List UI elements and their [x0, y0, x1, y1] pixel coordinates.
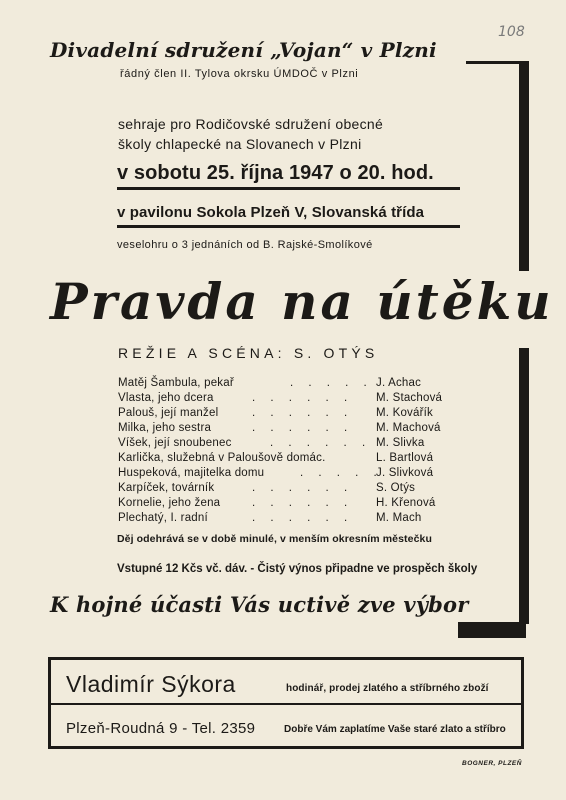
cast-actor: M. Machová	[376, 422, 441, 434]
cast-dots: . . . . . .	[252, 422, 354, 434]
cast-actor: L. Bartlová	[376, 452, 434, 464]
printer-credit: BOGNER, PLZEŇ	[462, 760, 522, 767]
cast-actor: M. Mach	[376, 512, 422, 524]
entry-fee: Vstupné 12 Kčs vč. dáv. - Čistý výnos připadne ve prospěch školy	[117, 563, 478, 575]
venue-underline	[117, 225, 460, 228]
comedy-info: veselohru o 3 jednáních od B. Rajské-Smolíkové	[117, 239, 373, 251]
invitation-end-bar	[458, 622, 526, 638]
cast-role: Plechatý, I. radní	[118, 512, 208, 524]
venue: v pavilonu Sokola Plzeň V, Slovanská třída	[117, 204, 425, 221]
cast-dots: . . . . . .	[252, 482, 354, 494]
cast-role: Milka, jeho sestra	[118, 422, 212, 434]
membership-line: řádný člen II. Tylova okrsku ÚMDOČ v Plzni	[120, 68, 359, 80]
cast-role: Karlička, služebná v Paloušově domác.	[118, 452, 326, 464]
ad-trade: hodinář, prodej zlatého a stříbrného zboží	[286, 683, 489, 694]
date-underline	[117, 187, 460, 190]
cast-role: Vlasta, jeho dcera	[118, 392, 214, 404]
cast-actor: H. Křenová	[376, 497, 436, 509]
cast-role: Palouš, její manžel	[118, 407, 219, 419]
ad-address: Plzeň-Roudná 9 - Tel. 2359	[66, 720, 256, 737]
archive-number: 108	[498, 24, 525, 40]
cast-actor: M. Kovářík	[376, 407, 433, 419]
intro-line-1: sehraje pro Rodičovské sdružení obecné	[118, 116, 384, 132]
cast-role: Kornelie, jeho žena	[118, 497, 221, 509]
ad-divider	[51, 703, 521, 705]
direction-credit: REŽIE A SCÉNA: S. OTÝS	[118, 345, 379, 361]
cast-dots: . . . . . .	[252, 512, 354, 524]
intro-line-2: školy chlapecké na Slovanech v Plzni	[118, 136, 362, 152]
right-frame-bar-bottom	[519, 348, 529, 624]
cast-role: Karpíček, továrník	[118, 482, 215, 494]
right-frame-bar-top	[519, 61, 529, 271]
cast-dots: . . . . . .	[252, 497, 354, 509]
cast-actor: J. Slivková	[376, 467, 434, 479]
cast-dots: . . . . . .	[252, 392, 354, 404]
cast-dots: . . . . .	[300, 467, 383, 479]
organization-name: Divadelní sdružení „Vojan“ v Plzni	[50, 38, 437, 62]
cast-actor: J. Achac	[376, 377, 422, 389]
setting-note: Děj odehrává se v době minulé, v menším okresním městečku	[117, 533, 432, 545]
cast-dots: . . . . .	[290, 377, 373, 389]
cast-role: Víšek, její snoubenec	[118, 437, 232, 449]
ad-name: Vladimír Sýkora	[66, 671, 236, 697]
cast-role: Matěj Šambula, pekař	[118, 377, 234, 389]
cast-actor: M. Stachová	[376, 392, 443, 404]
play-title: Pravda na útěku	[50, 272, 554, 331]
performance-date: v sobotu 25. října 1947 o 20. hod.	[117, 162, 434, 184]
cast-actor: S. Otýs	[376, 482, 416, 494]
cast-actor: M. Slivka	[376, 437, 425, 449]
cast-dots: . . . . . .	[252, 407, 354, 419]
invitation: K hojné účasti Vás uctivě zve výbor	[50, 592, 469, 617]
cast-role: Huspeková, majitelka domu	[118, 467, 265, 479]
cast-dots: . . . . . .	[270, 437, 372, 449]
ad-slogan: Dobře Vám zaplatíme Vaše staré zlato a stříbro	[284, 724, 506, 735]
